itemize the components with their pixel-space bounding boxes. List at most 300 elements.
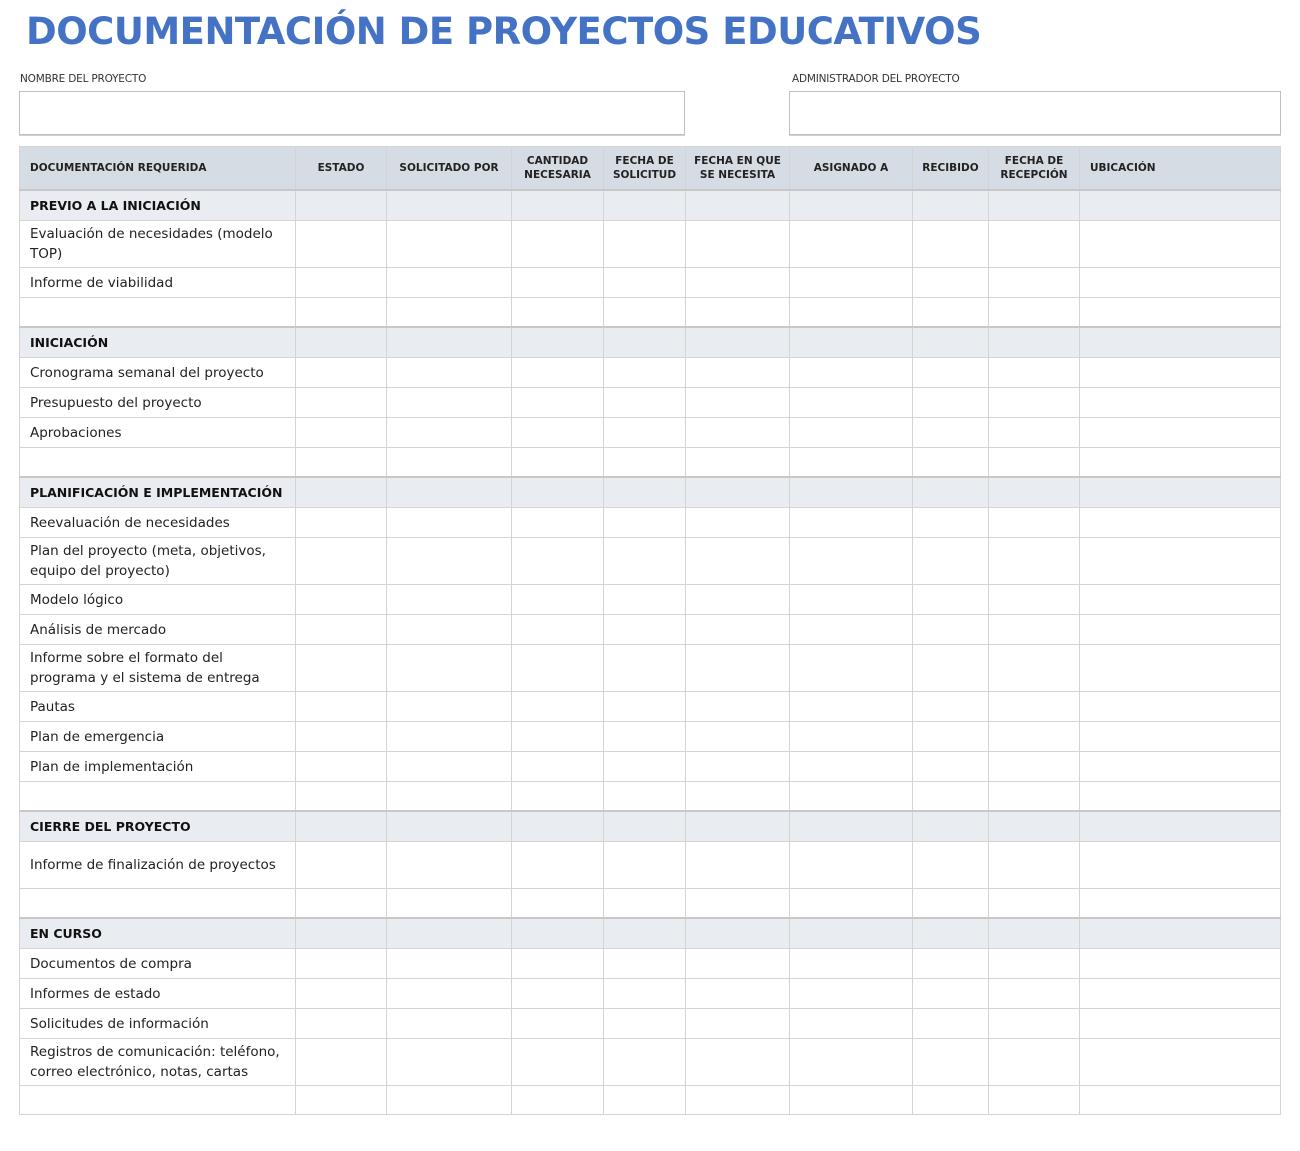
request-date-cell[interactable] [604, 842, 686, 889]
status-cell[interactable] [296, 358, 387, 388]
assigned-to-cell[interactable] [790, 358, 913, 388]
needed-date-cell[interactable] [686, 645, 790, 692]
request-date-cell[interactable] [604, 1039, 686, 1086]
location-cell[interactable] [1080, 645, 1281, 692]
needed-date-cell[interactable] [686, 448, 790, 478]
section-cell [790, 190, 913, 221]
document-name-cell[interactable]: Cronograma semanal del proyecto [20, 358, 296, 388]
request-date-cell[interactable] [604, 645, 686, 692]
location-cell[interactable] [1080, 615, 1281, 645]
request-date-cell[interactable] [604, 448, 686, 478]
received-date-cell[interactable] [989, 645, 1080, 692]
requested-by-cell[interactable] [387, 782, 512, 812]
status-cell[interactable] [296, 889, 387, 919]
needed-date-cell[interactable] [686, 979, 790, 1009]
needed-date-cell[interactable] [686, 1009, 790, 1039]
column-header-requested-by: SOLICITADO POR [387, 147, 512, 191]
received-cell[interactable] [913, 268, 989, 298]
assigned-to-cell[interactable] [790, 782, 913, 812]
document-name-cell[interactable] [20, 1086, 296, 1115]
received-cell[interactable] [913, 585, 989, 615]
needed-date-cell[interactable] [686, 538, 790, 585]
section-cell [913, 190, 989, 221]
table-row [20, 645, 1281, 692]
status-cell[interactable] [296, 508, 387, 538]
document-name-cell[interactable]: Modelo lógico [20, 585, 296, 615]
requested-by-cell[interactable] [387, 692, 512, 722]
requested-by-cell[interactable] [387, 722, 512, 752]
location-cell[interactable] [1080, 221, 1281, 268]
quantity-cell[interactable] [512, 1086, 604, 1115]
requested-by-cell[interactable] [387, 388, 512, 418]
received-date-cell[interactable] [989, 268, 1080, 298]
received-cell[interactable] [913, 508, 989, 538]
received-date-cell[interactable] [989, 585, 1080, 615]
section-cell [686, 811, 790, 842]
received-date-cell[interactable] [989, 358, 1080, 388]
section-title: INICIACIÓN [20, 327, 296, 358]
received-cell[interactable] [913, 1086, 989, 1115]
section-cell [512, 327, 604, 358]
document-name-cell[interactable]: Documentos de compra [20, 949, 296, 979]
section-cell [604, 327, 686, 358]
section-cell [387, 477, 512, 508]
assigned-to-cell[interactable] [790, 979, 913, 1009]
request-date-cell[interactable] [604, 585, 686, 615]
requested-by-cell[interactable] [387, 538, 512, 585]
requested-by-cell[interactable] [387, 298, 512, 328]
needed-date-cell[interactable] [686, 508, 790, 538]
status-cell[interactable] [296, 979, 387, 1009]
location-cell[interactable] [1080, 358, 1281, 388]
assigned-to-cell[interactable] [790, 692, 913, 722]
page-title: DOCUMENTACIÓN DE PROYECTOS EDUCATIVOS [26, 10, 982, 53]
received-date-cell[interactable] [989, 782, 1080, 812]
requested-by-cell[interactable] [387, 752, 512, 782]
received-cell[interactable] [913, 615, 989, 645]
section-cell [512, 190, 604, 221]
column-header-documentation: DOCUMENTACIÓN REQUERIDA [20, 147, 296, 191]
received-date-cell[interactable] [989, 615, 1080, 645]
section-cell [296, 811, 387, 842]
requested-by-cell[interactable] [387, 1039, 512, 1086]
section-cell [387, 918, 512, 949]
needed-date-cell[interactable] [686, 752, 790, 782]
document-name-cell[interactable]: Informe sobre el formato del programa y el sistema de entrega [20, 645, 296, 692]
section-cell [512, 811, 604, 842]
received-cell[interactable] [913, 782, 989, 812]
quantity-cell[interactable] [512, 508, 604, 538]
section-cell [790, 918, 913, 949]
section-cell [686, 477, 790, 508]
section-cell [604, 918, 686, 949]
request-date-cell[interactable] [604, 979, 686, 1009]
received-date-cell[interactable] [989, 979, 1080, 1009]
document-name-cell[interactable]: Reevaluación de necesidades [20, 508, 296, 538]
quantity-cell[interactable] [512, 722, 604, 752]
assigned-to-cell[interactable] [790, 615, 913, 645]
status-cell[interactable] [296, 1009, 387, 1039]
assigned-to-cell[interactable] [790, 1009, 913, 1039]
project-admin-field[interactable] [789, 91, 1281, 135]
section-cell [387, 190, 512, 221]
document-name-cell[interactable]: Evaluación de necesidades (modelo TOP) [20, 221, 296, 268]
quantity-cell[interactable] [512, 298, 604, 328]
status-cell[interactable] [296, 1086, 387, 1115]
received-cell[interactable] [913, 842, 989, 889]
location-cell[interactable] [1080, 508, 1281, 538]
requested-by-cell[interactable] [387, 615, 512, 645]
status-cell[interactable] [296, 615, 387, 645]
needed-date-cell[interactable] [686, 842, 790, 889]
section-cell [1080, 477, 1281, 508]
status-cell[interactable] [296, 949, 387, 979]
assigned-to-cell[interactable] [790, 221, 913, 268]
received-date-cell[interactable] [989, 1039, 1080, 1086]
needed-date-cell[interactable] [686, 418, 790, 448]
empty-row [20, 1086, 1281, 1115]
empty-row [20, 448, 1281, 478]
document-name-cell[interactable]: Presupuesto del proyecto [20, 388, 296, 418]
assigned-to-cell[interactable] [790, 949, 913, 979]
needed-date-cell[interactable] [686, 221, 790, 268]
location-cell[interactable] [1080, 388, 1281, 418]
received-date-cell[interactable] [989, 508, 1080, 538]
section-cell [989, 477, 1080, 508]
quantity-cell[interactable] [512, 692, 604, 722]
needed-date-cell[interactable] [686, 298, 790, 328]
document-name-cell[interactable]: Plan del proyecto (meta, objetivos, equipo del proyecto) [20, 538, 296, 585]
document-name-cell[interactable]: Aprobaciones [20, 418, 296, 448]
status-cell[interactable] [296, 782, 387, 812]
empty-row [20, 889, 1281, 919]
table-row [20, 538, 1281, 585]
received-date-cell[interactable] [989, 692, 1080, 722]
assigned-to-cell[interactable] [790, 388, 913, 418]
requested-by-cell[interactable] [387, 949, 512, 979]
section-row [20, 918, 1281, 949]
quantity-cell[interactable] [512, 979, 604, 1009]
received-cell[interactable] [913, 388, 989, 418]
received-date-cell[interactable] [989, 842, 1080, 889]
received-date-cell[interactable] [989, 722, 1080, 752]
section-title: PLANIFICACIÓN E IMPLEMENTACIÓN [20, 477, 296, 508]
status-cell[interactable] [296, 418, 387, 448]
assigned-to-cell[interactable] [790, 1039, 913, 1086]
location-cell[interactable] [1080, 418, 1281, 448]
document-name-cell[interactable]: Análisis de mercado [20, 615, 296, 645]
section-cell [913, 477, 989, 508]
received-cell[interactable] [913, 1039, 989, 1086]
empty-row [20, 298, 1281, 328]
needed-date-cell[interactable] [686, 949, 790, 979]
request-date-cell[interactable] [604, 949, 686, 979]
request-date-cell[interactable] [604, 722, 686, 752]
status-cell[interactable] [296, 221, 387, 268]
location-cell[interactable] [1080, 842, 1281, 889]
section-cell [1080, 811, 1281, 842]
table-row [20, 615, 1281, 645]
column-header-received-date: FECHA DE RECEPCIÓN [989, 147, 1080, 191]
documentation-table [19, 146, 1281, 1115]
received-cell[interactable] [913, 949, 989, 979]
document-name-cell[interactable] [20, 889, 296, 919]
requested-by-cell[interactable] [387, 889, 512, 919]
section-cell [790, 327, 913, 358]
location-cell[interactable] [1080, 1086, 1281, 1115]
needed-date-cell[interactable] [686, 268, 790, 298]
request-date-cell[interactable] [604, 268, 686, 298]
document-name-cell[interactable] [20, 782, 296, 812]
document-name-cell[interactable]: Plan de emergencia [20, 722, 296, 752]
section-cell [913, 918, 989, 949]
requested-by-cell[interactable] [387, 585, 512, 615]
document-name-cell[interactable]: Plan de implementación [20, 752, 296, 782]
request-date-cell[interactable] [604, 358, 686, 388]
needed-date-cell[interactable] [686, 722, 790, 752]
location-cell[interactable] [1080, 692, 1281, 722]
needed-date-cell[interactable] [686, 358, 790, 388]
received-date-cell[interactable] [989, 221, 1080, 268]
assigned-to-cell[interactable] [790, 1086, 913, 1115]
quantity-cell[interactable] [512, 782, 604, 812]
needed-date-cell[interactable] [686, 585, 790, 615]
assigned-to-cell[interactable] [790, 418, 913, 448]
quantity-cell[interactable] [512, 448, 604, 478]
section-title: PREVIO A LA INICIACIÓN [20, 190, 296, 221]
request-date-cell[interactable] [604, 692, 686, 722]
requested-by-cell[interactable] [387, 1009, 512, 1039]
column-header-location: UBICACIÓN [1080, 147, 1281, 191]
assigned-to-cell[interactable] [790, 298, 913, 328]
section-cell [913, 327, 989, 358]
status-cell[interactable] [296, 645, 387, 692]
table-row [20, 1039, 1281, 1086]
request-date-cell[interactable] [604, 782, 686, 812]
document-name-cell[interactable]: Informe de viabilidad [20, 268, 296, 298]
request-date-cell[interactable] [604, 221, 686, 268]
received-date-cell[interactable] [989, 298, 1080, 328]
needed-date-cell[interactable] [686, 615, 790, 645]
section-cell [989, 190, 1080, 221]
section-cell [604, 477, 686, 508]
status-cell[interactable] [296, 585, 387, 615]
table-header-row [20, 147, 1281, 191]
document-name-cell[interactable] [20, 298, 296, 328]
needed-date-cell[interactable] [686, 1086, 790, 1115]
requested-by-cell[interactable] [387, 1086, 512, 1115]
quantity-cell[interactable] [512, 221, 604, 268]
location-cell[interactable] [1080, 585, 1281, 615]
request-date-cell[interactable] [604, 298, 686, 328]
received-cell[interactable] [913, 889, 989, 919]
section-cell [989, 327, 1080, 358]
table-row [20, 1009, 1281, 1039]
received-cell[interactable] [913, 358, 989, 388]
section-cell [387, 327, 512, 358]
request-date-cell[interactable] [604, 418, 686, 448]
needed-date-cell[interactable] [686, 782, 790, 812]
column-header-request-date: FECHA DE SOLICITUD [604, 147, 686, 191]
location-cell[interactable] [1080, 722, 1281, 752]
quantity-cell[interactable] [512, 615, 604, 645]
location-cell[interactable] [1080, 538, 1281, 585]
status-cell[interactable] [296, 538, 387, 585]
quantity-cell[interactable] [512, 949, 604, 979]
quantity-cell[interactable] [512, 538, 604, 585]
received-cell[interactable] [913, 692, 989, 722]
status-cell[interactable] [296, 388, 387, 418]
quantity-cell[interactable] [512, 585, 604, 615]
request-date-cell[interactable] [604, 1009, 686, 1039]
quantity-cell[interactable] [512, 418, 604, 448]
assigned-to-cell[interactable] [790, 538, 913, 585]
quantity-cell[interactable] [512, 1009, 604, 1039]
quantity-cell[interactable] [512, 842, 604, 889]
received-date-cell[interactable] [989, 949, 1080, 979]
requested-by-cell[interactable] [387, 508, 512, 538]
assigned-to-cell[interactable] [790, 722, 913, 752]
section-row [20, 190, 1281, 221]
request-date-cell[interactable] [604, 538, 686, 585]
received-date-cell[interactable] [989, 388, 1080, 418]
needed-date-cell[interactable] [686, 388, 790, 418]
received-cell[interactable] [913, 979, 989, 1009]
table-row [20, 418, 1281, 448]
quantity-cell[interactable] [512, 752, 604, 782]
received-cell[interactable] [913, 221, 989, 268]
column-header-received: RECIBIDO [913, 147, 989, 191]
location-cell[interactable] [1080, 268, 1281, 298]
location-cell[interactable] [1080, 298, 1281, 328]
assigned-to-cell[interactable] [790, 645, 913, 692]
section-cell [1080, 327, 1281, 358]
status-cell[interactable] [296, 448, 387, 478]
request-date-cell[interactable] [604, 1086, 686, 1115]
status-cell[interactable] [296, 722, 387, 752]
section-cell [686, 327, 790, 358]
quantity-cell[interactable] [512, 1039, 604, 1086]
request-date-cell[interactable] [604, 615, 686, 645]
received-cell[interactable] [913, 418, 989, 448]
received-cell[interactable] [913, 645, 989, 692]
section-row [20, 477, 1281, 508]
section-cell [913, 811, 989, 842]
section-cell [790, 477, 913, 508]
location-cell[interactable] [1080, 1009, 1281, 1039]
document-name-cell[interactable]: Solicitudes de información [20, 1009, 296, 1039]
requested-by-cell[interactable] [387, 418, 512, 448]
document-name-cell[interactable]: Informe de finalización de proyectos [20, 842, 296, 889]
location-cell[interactable] [1080, 752, 1281, 782]
request-date-cell[interactable] [604, 752, 686, 782]
received-date-cell[interactable] [989, 1086, 1080, 1115]
section-cell [604, 190, 686, 221]
received-cell[interactable] [913, 298, 989, 328]
received-date-cell[interactable] [989, 538, 1080, 585]
column-header-needed-date: FECHA EN QUE SE NECESITA [686, 147, 790, 191]
request-date-cell[interactable] [604, 388, 686, 418]
received-date-cell[interactable] [989, 752, 1080, 782]
requested-by-cell[interactable] [387, 979, 512, 1009]
status-cell[interactable] [296, 298, 387, 328]
requested-by-cell[interactable] [387, 645, 512, 692]
section-cell [1080, 918, 1281, 949]
request-date-cell[interactable] [604, 508, 686, 538]
requested-by-cell[interactable] [387, 358, 512, 388]
section-cell [296, 327, 387, 358]
received-date-cell[interactable] [989, 448, 1080, 478]
received-cell[interactable] [913, 448, 989, 478]
quantity-cell[interactable] [512, 358, 604, 388]
location-cell[interactable] [1080, 949, 1281, 979]
needed-date-cell[interactable] [686, 692, 790, 722]
location-cell[interactable] [1080, 448, 1281, 478]
quantity-cell[interactable] [512, 889, 604, 919]
section-cell [296, 918, 387, 949]
status-cell[interactable] [296, 1039, 387, 1086]
received-date-cell[interactable] [989, 1009, 1080, 1039]
location-cell[interactable] [1080, 1039, 1281, 1086]
needed-date-cell[interactable] [686, 1039, 790, 1086]
section-cell [686, 190, 790, 221]
assigned-to-cell[interactable] [790, 508, 913, 538]
section-title: CIERRE DEL PROYECTO [20, 811, 296, 842]
table-row [20, 722, 1281, 752]
document-name-cell[interactable] [20, 448, 296, 478]
quantity-cell[interactable] [512, 388, 604, 418]
document-name-cell[interactable]: Informes de estado [20, 979, 296, 1009]
assigned-to-cell[interactable] [790, 585, 913, 615]
received-date-cell[interactable] [989, 889, 1080, 919]
assigned-to-cell[interactable] [790, 752, 913, 782]
table-row [20, 692, 1281, 722]
location-cell[interactable] [1080, 979, 1281, 1009]
status-cell[interactable] [296, 752, 387, 782]
document-name-cell[interactable]: Pautas [20, 692, 296, 722]
received-cell[interactable] [913, 1009, 989, 1039]
status-cell[interactable] [296, 268, 387, 298]
assigned-to-cell[interactable] [790, 889, 913, 919]
requested-by-cell[interactable] [387, 842, 512, 889]
assigned-to-cell[interactable] [790, 448, 913, 478]
location-cell[interactable] [1080, 782, 1281, 812]
document-name-cell[interactable]: Registros de comunicación: teléfono, correo electrónico, notas, cartas [20, 1039, 296, 1086]
column-header-status: ESTADO [296, 147, 387, 191]
received-cell[interactable] [913, 722, 989, 752]
requested-by-cell[interactable] [387, 448, 512, 478]
table-row [20, 752, 1281, 782]
requested-by-cell[interactable] [387, 221, 512, 268]
column-header-quantity: CANTIDAD NECESARIA [512, 147, 604, 191]
section-cell [686, 918, 790, 949]
project-name-field[interactable] [19, 91, 685, 135]
requested-by-cell[interactable] [387, 268, 512, 298]
quantity-cell[interactable] [512, 268, 604, 298]
assigned-to-cell[interactable] [790, 842, 913, 889]
needed-date-cell[interactable] [686, 889, 790, 919]
assigned-to-cell[interactable] [790, 268, 913, 298]
received-date-cell[interactable] [989, 418, 1080, 448]
request-date-cell[interactable] [604, 889, 686, 919]
status-cell[interactable] [296, 692, 387, 722]
status-cell[interactable] [296, 842, 387, 889]
section-row [20, 811, 1281, 842]
quantity-cell[interactable] [512, 645, 604, 692]
location-cell[interactable] [1080, 889, 1281, 919]
received-cell[interactable] [913, 538, 989, 585]
received-cell[interactable] [913, 752, 989, 782]
